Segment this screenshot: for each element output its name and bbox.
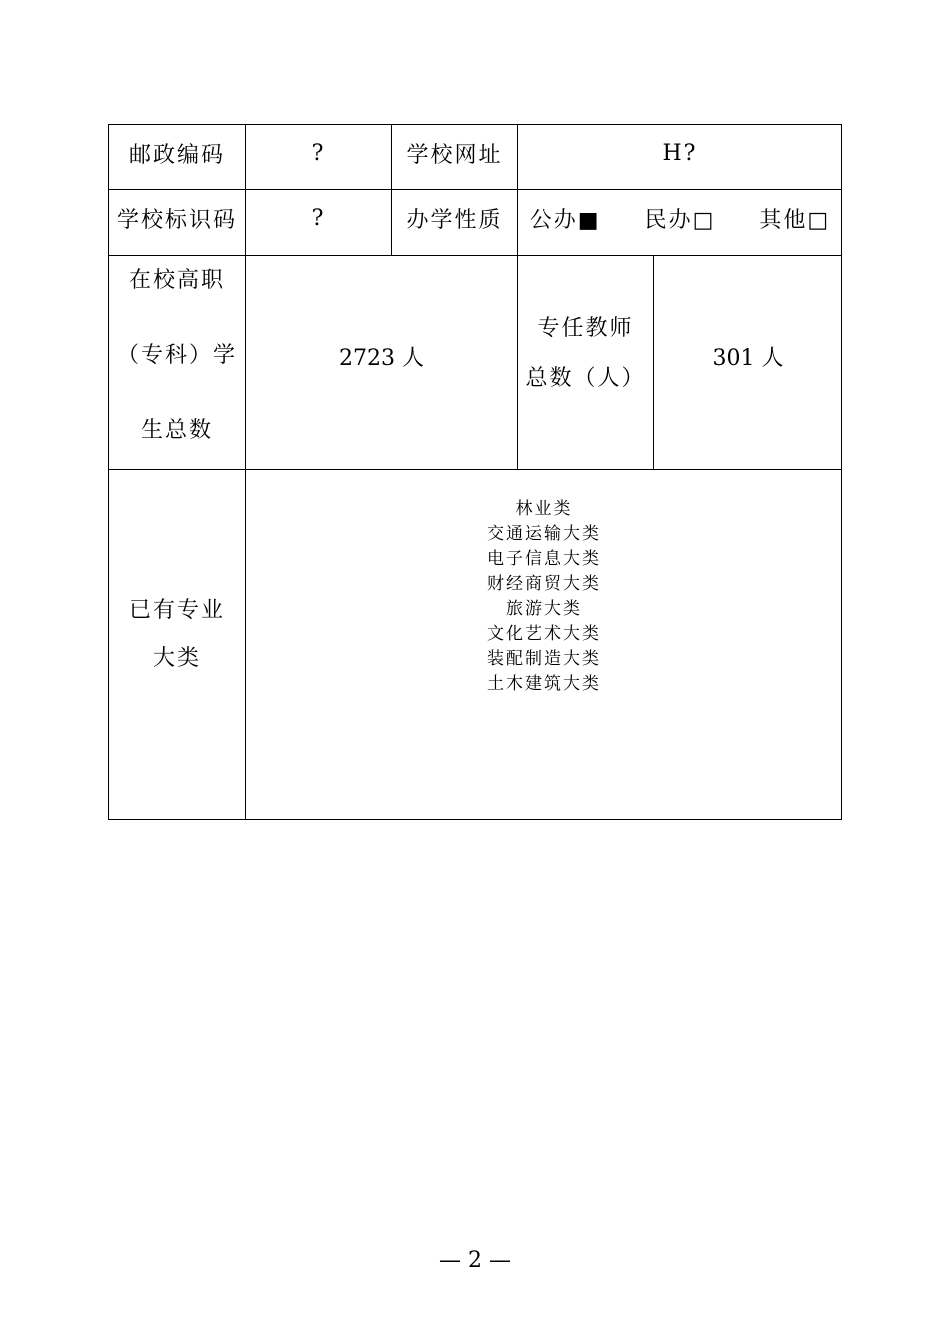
teachers-total-label: [518, 256, 653, 469]
list-item: 文化艺术大类: [487, 624, 601, 644]
majors-list: [246, 497, 842, 697]
school-nature-label: 办学性质: [406, 207, 503, 233]
students-total-label: [109, 256, 245, 469]
list-item: 财经商贸大类: [487, 574, 601, 594]
list-item: 林业类: [515, 499, 573, 519]
website-label: 学校网址: [406, 142, 503, 168]
nature-option-private: 民办□: [644, 207, 716, 233]
school-id-value: ?: [311, 205, 326, 231]
teachers-label-line: 总数（人）: [525, 365, 646, 391]
students-total-value: 2723 人: [339, 345, 424, 371]
school-nature-options: [518, 190, 842, 246]
nature-option-public: 公办■: [529, 207, 601, 233]
nature-option-other: 其他□: [759, 207, 831, 233]
postcode-value: ?: [311, 140, 326, 166]
postcode-label: 邮政编码: [128, 142, 225, 168]
majors-label-line: 已有专业: [128, 598, 225, 623]
students-label-line: （专科）学: [116, 343, 237, 368]
teachers-label-line: 专任教师: [537, 315, 634, 341]
majors-label: [109, 470, 245, 820]
list-item: 旅游大类: [506, 599, 582, 619]
majors-label-line: 大类: [152, 646, 201, 671]
page-number: — 2 —: [439, 1248, 511, 1273]
students-label-line: 生总数: [140, 418, 213, 443]
students-label-line: 在校高职: [128, 268, 225, 293]
list-item: 交通运输大类: [487, 524, 601, 544]
school-info-table: [108, 124, 842, 820]
teachers-total-value: 301 人: [712, 345, 784, 371]
school-id-label: 学校标识码: [116, 207, 237, 233]
list-item: 电子信息大类: [487, 549, 601, 569]
list-item: 装配制造大类: [487, 649, 601, 669]
list-item: 土木建筑大类: [487, 674, 601, 694]
website-value: H?: [662, 140, 698, 166]
